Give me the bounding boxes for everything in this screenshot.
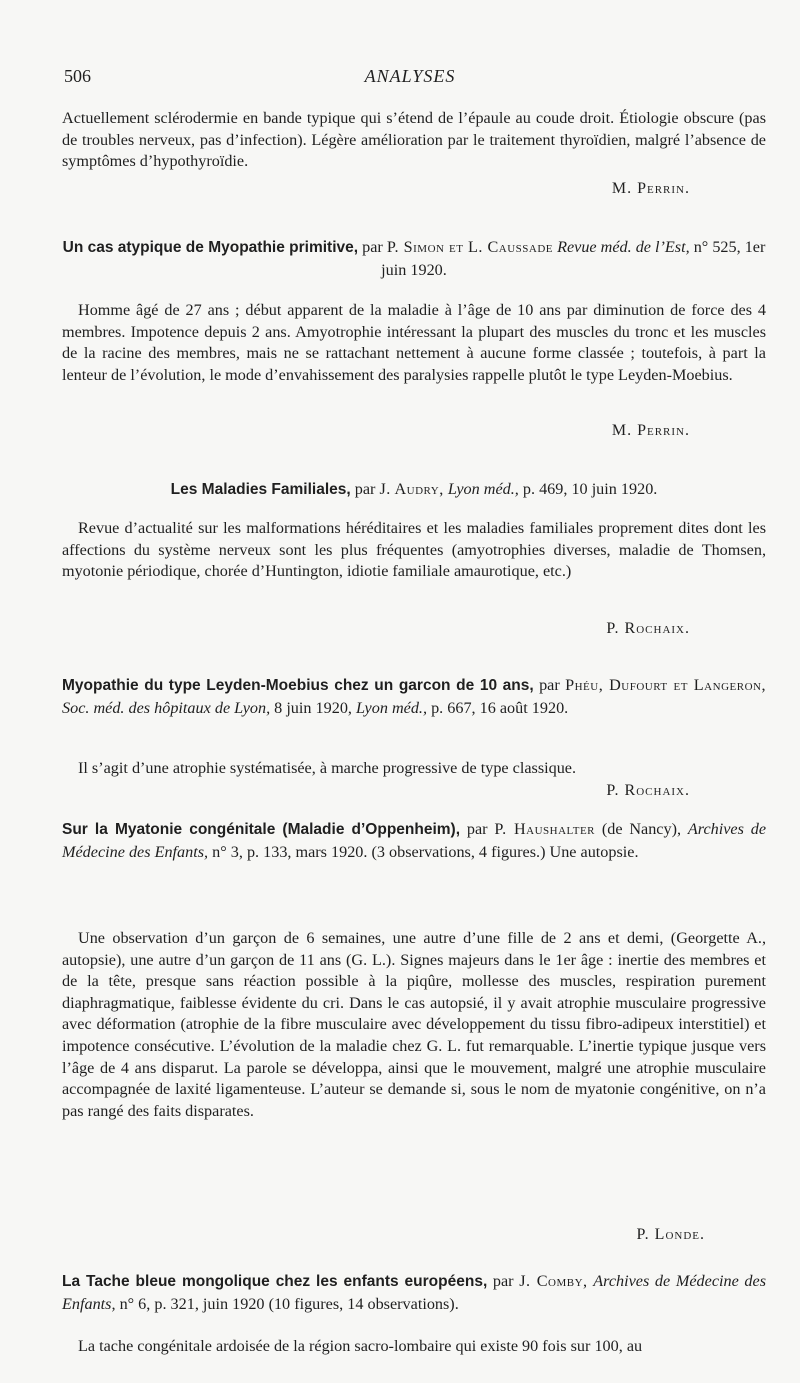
running-head: ANALYSES (364, 66, 456, 86)
entry-signature: P. Rochaix. (606, 620, 690, 637)
entry-by: par (466, 820, 488, 838)
entry-body: La tache congénitale ardoisée de la région sacro-lombaire qui existe 90 fois sur 100, au (78, 1337, 643, 1355)
entry-title: Un cas atypique de Myopathie primitive, (62, 239, 359, 256)
entry-signature: M. Perrin. (611, 422, 690, 439)
entry-authors: J. Audry, (379, 480, 444, 498)
entry-journal: Archives de Médecine des Enfants, (62, 1272, 767, 1313)
entry-reference (62, 478, 766, 501)
entry-signature: P. Londe. (636, 1226, 705, 1243)
entry-journal-secondary: Lyon méd., (356, 699, 428, 717)
entry-title: Les Maladies Familiales, (170, 481, 351, 498)
entry-title: La Tache bleue mongolique chez les enfants européens, (62, 1273, 488, 1290)
entry-journal: Revue méd. de l’Est, (557, 238, 690, 256)
entry-authors: P. Haushalter (494, 820, 596, 838)
entry-reference (62, 818, 766, 863)
entry-details-secondary: p. 667, 16 août 1920. (431, 699, 569, 717)
entry-body: Il s’agit d’une atrophie systématisée, à marche progressive de type classique. (78, 759, 577, 777)
entry-authors: Phéu, Dufourt et Langeron, (565, 676, 767, 694)
entry-title: Sur la Myatonie congénitale (Maladie d’Oppenheim), (62, 821, 461, 838)
entry-details: 8 juin 1920, (274, 699, 352, 717)
entry-signature: P. Rochaix. (606, 782, 690, 799)
entry-by: par (354, 480, 376, 498)
entry-body: Revue d’actualité sur les malformations héréditaires et les maladies familiales proprement dites dont les affections du système nerveux sont les plus fréquentes (amyotrophies diverses, maladie de Thomsen, myotonie périodique, chorée d’Huntington, idiotie familiale amaurotique, etc.) (62, 519, 766, 581)
entry-place: (de Nancy), (601, 820, 682, 838)
entry-details: p. 469, 10 juin 1920. (522, 480, 658, 498)
entry-by: par (492, 1272, 514, 1290)
entry-reference (62, 236, 766, 281)
entry-reference (62, 1270, 766, 1315)
page-header (64, 66, 756, 90)
entry-body: Homme âgé de 27 ans ; début apparent de la maladie à l’âge de 10 ans par diminution de force des 4 membres. Impotence depuis 2 ans. Amyotrophie intéressant la plupart des muscles du tronc et les muscles de la racine des membres, mais ne se rattachant nettement à aucune forme classée ; toutefois, à part la lenteur de l’évolution, le mode d’envahissement des paralysies rappelle plutôt le type Leyden-Moebius. (62, 301, 766, 384)
entry-body: Une observation d’un garçon de 6 semaines, une autre d’une fille de 2 ans et demi, (Georgette A., autopsie), une autre d’un garçon de 11 ans (G. L.). Signes majeurs dans le 1er âge : inertie des membres et de la tête, presque sans réaction possible à la piqûre, mollesse des muscles, respiration purement diaphragmatique, faiblesse évidente du cri. Dans le cas autopsié, il y avait atrophie musculaire progressive avec déformation (atrophie de la fibre musculaire avec développement du tissu fibro-adipeux interstitiel) et impotence consécutive. L’évolution de la maladie chez G. L. fut remarquable. L’inertie typique jusque vers l’âge de 4 ans disparut. La parole se développa, ainsi que le mouvement, malgré une atrophie musculaire accompagnée de laxité ligamenteuse. L’auteur se demande si, sous le nom de myatonie congénitive, on n’a pas rangé des faits disparates. (62, 929, 766, 1120)
entry-details: n° 525, 1er juin 1920. (381, 238, 766, 279)
entry-signature: M. Perrin. (611, 180, 690, 197)
entry-details: n° 3, p. 133, mars 1920. (3 observations, 4 figures.) Une autopsie. (212, 843, 639, 861)
entry-reference (62, 674, 766, 719)
entry-journal: Archives de Médecine des Enfants, (62, 820, 766, 861)
entry-authors: P. Simon et L. Caussade (386, 238, 554, 256)
entry-title: Myopathie du type Leyden-Moebius chez un garcon de 10 ans, (62, 677, 534, 694)
entry-body: Actuellement sclérodermie en bande typique qui s’étend de l’épaule au coude droit. Étiologie obscure (pas de troubles nerveux, pas d’infection). Légère amélioration par le traitement thyroïdien, malgré l’absence de symptômes d’hypothyroïdie. (62, 109, 766, 171)
entry-authors: J. Comby, (519, 1272, 588, 1290)
entry-journal: Lyon méd., (447, 480, 519, 498)
page-number: 506 (64, 66, 91, 86)
entry-details: n° 6, p. 321, juin 1920 (10 figures, 14 observations). (119, 1295, 459, 1313)
entry-by: par (539, 676, 560, 694)
entry-journal: Soc. méd. des hôpitaux de Lyon, (62, 699, 271, 717)
entry-by: par (362, 238, 383, 256)
